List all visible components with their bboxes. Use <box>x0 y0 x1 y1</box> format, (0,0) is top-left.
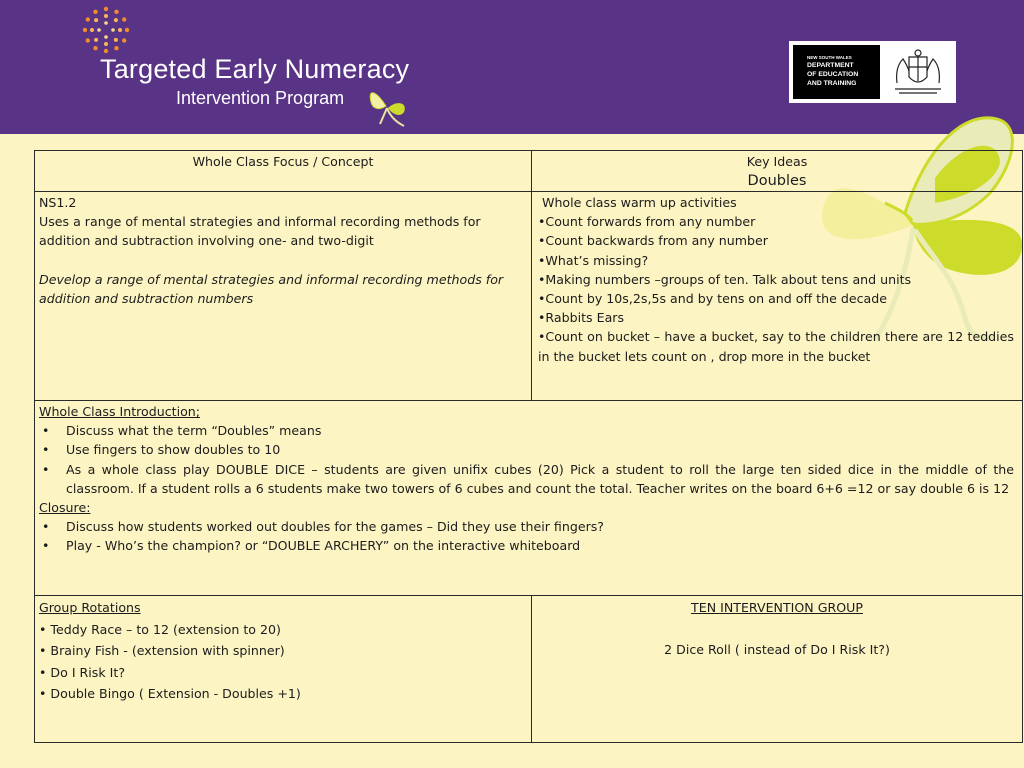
intro-item: • Use fingers to show doubles to 10 <box>39 440 1014 459</box>
nsw-logo-line: DEPARTMENT <box>807 62 854 69</box>
nsw-crest-icon <box>889 47 947 97</box>
nsw-logo-state: NEW SOUTH WALES <box>807 55 852 60</box>
focus-header: Whole Class Focus / Concept <box>192 154 374 169</box>
intervention-title: TEN INTERVENTION GROUP <box>691 600 863 615</box>
closure-title: Closure: <box>39 500 91 516</box>
warmup-title: Whole class warm up activities <box>542 195 737 210</box>
outcome-italic: Develop a range of mental strategies and informal recording methods for addition and subtraction numbers <box>39 271 504 306</box>
program-subtitle: Intervention Program <box>176 88 345 108</box>
warmup-cell <box>531 191 1023 401</box>
focus-header-cell <box>34 150 532 192</box>
key-ideas-header-cell <box>531 150 1023 192</box>
intervention-cell <box>531 595 1023 743</box>
rotation-item: • Double Bingo ( Extension - Doubles +1) <box>39 686 301 701</box>
introduction-cell <box>34 400 1023 596</box>
topic-title: Doubles <box>747 173 807 190</box>
intro-title: Whole Class Introduction; <box>39 404 201 419</box>
intervention-text: 2 Dice Roll ( instead of Do I Risk It?) <box>664 642 890 657</box>
rotation-item: • Brainy Fish - (extension with spinner) <box>39 643 285 658</box>
intro-item: • Discuss what the term “Doubles” means <box>39 421 1014 440</box>
outcome-text: Uses a range of mental strategies and informal recording methods for addition and subtraction involving one- and two-digit <box>39 214 481 249</box>
nsw-logo-line: AND TRAINING <box>807 80 857 87</box>
warmup-item: •Making numbers –groups of ten. Talk about tens and units <box>538 271 912 287</box>
rotations-cell <box>34 595 532 743</box>
closure-item: • Play - Who’s the champion? or “DOUBLE ARCHERY” on the interactive whiteboard <box>39 536 1014 555</box>
key-ideas-header: Key Ideas <box>746 154 808 169</box>
rotations-title: Group Rotations <box>39 600 141 615</box>
butterfly-icon <box>366 86 410 128</box>
warmup-item: •Count forwards from any number <box>538 214 756 230</box>
rotation-item: • Do I Risk It? <box>39 664 125 680</box>
warmup-item: •What’s missing? <box>538 252 649 268</box>
warmup-item: •Count by 10s,2s,5s and by tens on and off the decade <box>538 291 887 307</box>
closure-list <box>39 517 1014 555</box>
intro-item: • As a whole class play DOUBLE DICE – students are given unifix cubes (20) Pick a student to roll the large ten sided dice in the middle of the classroom. If a student rolls a 6 students make two towers of 6 cubes and count the total. Teacher writes on the board 6+6 =12 or say double 6 is 12 <box>39 460 1014 498</box>
intro-list <box>39 421 1014 498</box>
closure-item: • Discuss how students worked out doubles for the games – Did they use their fingers? <box>39 517 1014 536</box>
outcome-cell <box>34 191 532 401</box>
warmup-item: •Count backwards from any number <box>538 233 768 249</box>
program-title: Targeted Early Numeracy <box>100 54 410 84</box>
warmup-item: •Count on bucket – have a bucket, say to the children there are 12 teddies in the bucket lets count on , drop more in the bucket <box>538 329 1014 364</box>
nsw-logo-line: OF EDUCATION <box>807 71 859 78</box>
warmup-item: •Rabbits Ears <box>538 310 625 326</box>
nsw-education-logo <box>789 41 956 103</box>
outcome-code: NS1.2 <box>39 195 77 210</box>
flower-logo-icon <box>82 6 130 54</box>
rotation-item: • Teddy Race – to 12 (extension to 20) <box>39 621 281 637</box>
